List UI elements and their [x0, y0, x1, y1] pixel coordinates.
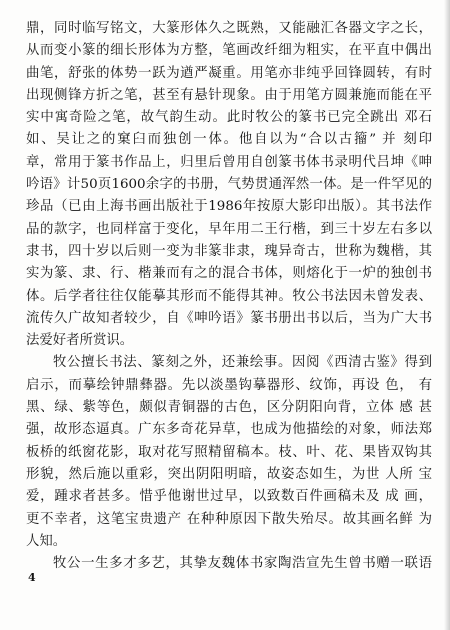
text-line: 从而变小篆的细长形体为方整，笔画改纤细为粗实，在平直中偶出: [26, 43, 432, 59]
text-line: 爱，踵求者甚多。惜乎他谢世过早，以致数百件画稿未及 成 画，: [26, 489, 432, 505]
text-line: 流传久广故知者较少，自《呻吟语》篆书册出书以后，当为广大书: [26, 310, 432, 326]
text-line: 鼎，同时临写铭文，大篆形体久之既熟，又能融汇各器文字之长，: [26, 21, 432, 36]
text-line: 实为篆、隶、行、楷兼而有之的混合书体，则熔化于一炉的独创书: [26, 266, 432, 282]
body-text: [26, 18, 432, 575]
text-line: 体。后学者往往仅能摹其形而不能得其神。牧公书法因未曾发表、: [26, 288, 432, 304]
text-line: 曲笔，舒张的体势一跃为遒严凝重。用笔亦非纯乎回锋圆转，有时: [26, 65, 432, 81]
text-line: 形貌，然后施以重彩，突出阴阳明暗，故姿态如生，为世 人所 宝: [26, 466, 432, 482]
text-line: 吟语》计50页1600余字的书册，气势贯通浑然一体。是一件罕见的: [26, 177, 432, 193]
text-line: 出现侧锋方折之笔，甚至有悬针现象。由于用笔方圆兼施而能在平: [26, 87, 432, 103]
text-line: 实中寓奇险之笔，故气韵生动。此时牧公的篆书已完全跳出 邓石: [26, 110, 432, 126]
text-line: 隶书，四十岁以后则一变为非篆非隶，瑰异奇古，世称为魏楷，其: [26, 243, 432, 259]
text-line: 品的款字，也同样富于变化，早年用二王行楷，到三十岁左右多以: [26, 221, 432, 237]
text-line: 黑、绿、紫等色，颇似青铜器的古色，区分阴阳向背，立体 感 甚: [26, 400, 432, 416]
scan-edge-shadow: [444, 0, 450, 630]
text-line: 启示，而摹绘钟鼎彝器。先以淡墨钩摹器形、纹饰，再设 色， 有: [26, 377, 432, 393]
text-line: 更不幸者，这笔宝贵遗产 在种种原因下散失殆尽。故其画名鲜 为: [26, 511, 432, 527]
text-line: 强，故形态逼真。广东多奇花异草，也成为他描绘的对象，师法郑: [26, 422, 432, 438]
page-number: 4: [28, 571, 36, 584]
paragraph-end-line: 法爱好者所赏识。: [26, 333, 134, 349]
text-line: 如、吴让之的窠臼而独创一体。他自以为“合以古籀” 并 刻印: [26, 132, 432, 148]
text-line: 珍品（已由上海书画出版社于1986年按原大影印出版）。其书法作: [26, 199, 432, 215]
text-line: 章，常用于篆书作品上，归里后曾用自创篆书体书录明代吕坤《呻: [26, 154, 432, 170]
paragraph-end-line: 人知。: [26, 533, 67, 549]
paragraph-first-line: 牧公一生多才多艺，其挚友魏体书家陶浩宣先生曾书赠一联语: [53, 556, 432, 572]
paragraph-first-line: 牧公擅长书法、篆刻之外，还兼绘事。因阅《西清古鉴》得到: [53, 355, 432, 371]
text-line: 板桥的纸窗花影，取对花写照精留稿本。枝、叶、花、果皆双钩其: [26, 444, 432, 460]
